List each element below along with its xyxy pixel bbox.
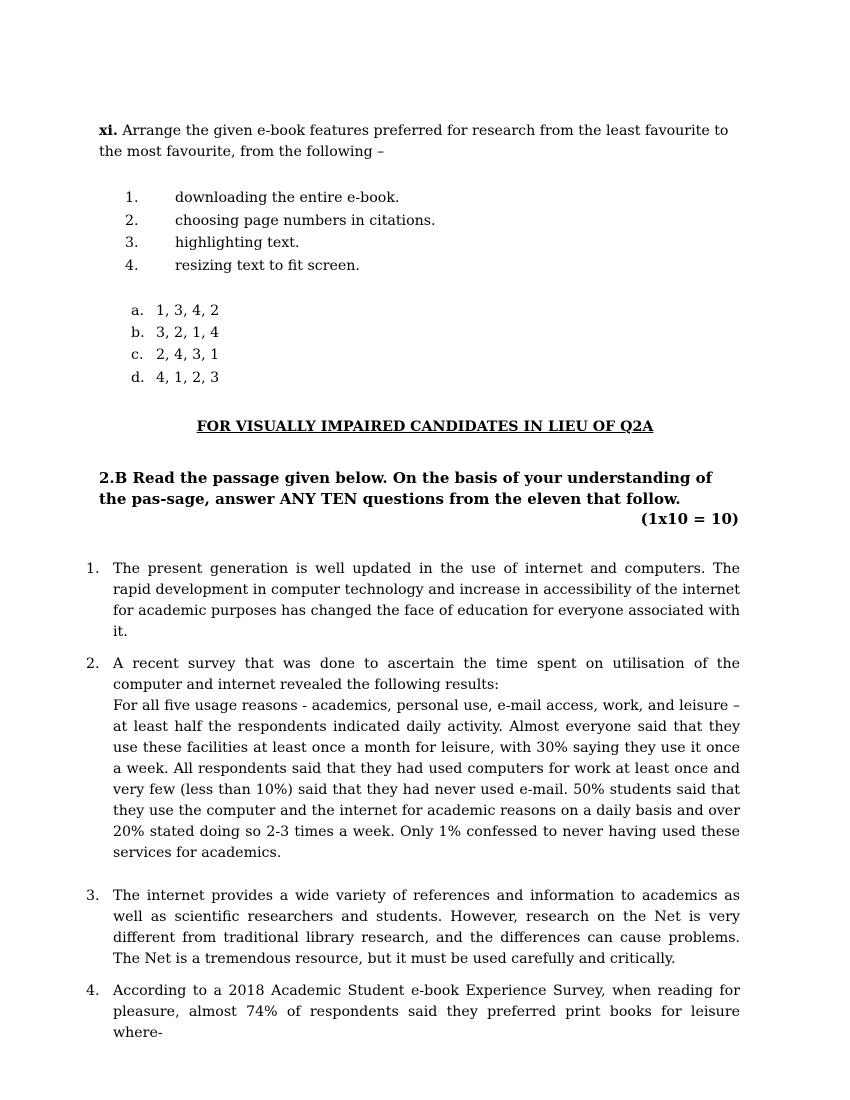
feature-item: 4. resizing text to fit screen. <box>125 258 360 275</box>
feature-item: 1. downloading the entire e-book. <box>125 190 400 206</box>
question-xi-stem <box>99 121 744 163</box>
marks-allotted: (1x10 = 10) <box>640 510 739 528</box>
answer-option-c: c. 2, 4, 3, 1 <box>131 347 220 364</box>
question-text: Arrange the given e-book features preferred for research from the least favourite to the most favourite, from the following – <box>99 123 729 160</box>
reading-passage <box>86 559 740 1044</box>
section-heading: FOR VISUALLY IMPAIRED CANDIDATES IN LIEU OF Q2A <box>196 419 654 435</box>
answer-option-d: d. 4, 1, 2, 3 <box>131 369 220 386</box>
passage-paragraph: 2. A recent survey that was done to ascertain the time spent on utilisation of the computer and internet revealed the following results: For all five usage reasons - academics, personal use, e-mail access, work, and leisure – at least half the respondents indicated daily activity. Almost everyone said that they use these facilities at least once a month for leisure, with 30% saying they use it once a week. All respondents said that they had used computers for work at least once and very few (less than 10%) said that they had never used e-mail. 50% students said that they use the computer and the internet for academic reasons on a daily basis and over 20% stated doing so 2-3 times a week. Only 1% confessed to never having used these services for academics. <box>86 656 740 861</box>
question-number: xi. <box>99 123 118 139</box>
question-2b-instruction <box>99 468 739 530</box>
passage-paragraph: 1. The present generation is well updated in the use of internet and computers. The rapid development in computer technology and increase in accessibility of the internet for academic purposes has changed the face of education for everyone associated with it. <box>86 561 740 640</box>
answer-options <box>131 300 219 389</box>
answer-option-a: a. 1, 3, 4, 2 <box>131 303 220 319</box>
instruction-text: 2.B Read the passage given below. On the basis of your understanding of the pas-sage, answer ANY TEN questions from the eleven that follow. <box>99 469 713 508</box>
answer-option-b: b. 3, 2, 1, 4 <box>131 325 220 342</box>
feature-item: 3. highlighting text. <box>125 235 300 252</box>
passage-paragraph: 4. According to a 2018 Academic Student e-book Experience Survey, when reading for pleasure, almost 74% of respondents said they preferred print books for leisure where- <box>86 983 740 1041</box>
feature-list <box>125 187 725 278</box>
feature-item: 2. choosing page numbers in citations. <box>125 212 436 229</box>
passage-paragraph: 3. The internet provides a wide variety of references and information to academics as well as scientific researchers and students. However, research on the Net is very different from traditional library research, and the differences can cause problems. The Net is a tremendous resource, but it must be used carefully and critically. <box>86 888 740 967</box>
